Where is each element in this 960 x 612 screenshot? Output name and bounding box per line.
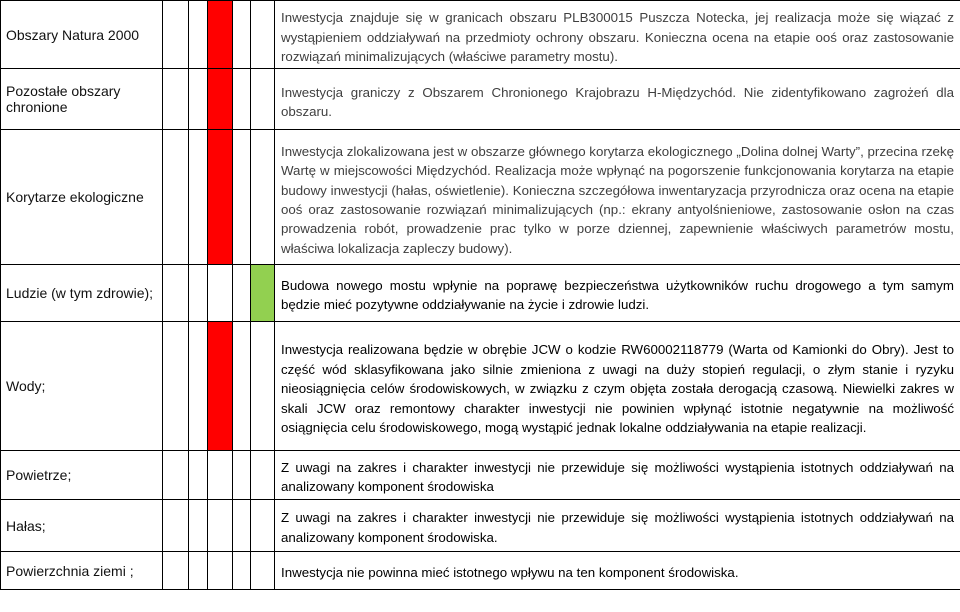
row-description — [275, 552, 960, 590]
row-label: Powierzchnia ziemi ; — [1, 552, 163, 590]
indicator-cell-4 — [251, 69, 275, 130]
row-label: Obszary Natura 2000 — [1, 1, 163, 69]
row-label: Pozostałe obszary chronione — [1, 69, 163, 130]
row-label: Ludzie (w tym zdrowie); — [1, 265, 163, 322]
row-description — [275, 500, 960, 552]
indicator-cell-spacer — [163, 451, 189, 500]
indicator-cell-1 — [189, 322, 208, 451]
row-description-text: Inwestycja znajduje się w granicach obszaru PLB300015 Puszcza Notecka, jej realizacja może się wiązać z wystąpieniem oddziaływań na przedmioty ochrony obszaru. Konieczna ocena na etapie ooś oraz zastosowanie rozwiązań minimalizujących (właściwe parametry mostu). — [281, 10, 954, 65]
indicator-cell-1 — [189, 451, 208, 500]
indicator-cell-3 — [233, 265, 251, 322]
indicator-cell-spacer — [163, 500, 189, 552]
table-row — [1, 69, 960, 130]
row-description-text: Inwestycja realizowana będzie w obrębie JCW o kodzie RW60002118779 (Warta od Kamionki do Obry). Jest to część wód sklasyfikowana jako silnie zmieniona z uwagi na duży stopień regulacji, o złym stanie i ryzyku nieosiągnięcia celów środowiskowych, w związku z czym objęta została derogacją czasową. Niewielki zakres w skali JCW oraz remontowy charakter inwestycji nie powinien wpłynąć istotnie negatywnie na możliwość osiągnięcia celu środowiskowego, mogą wystąpić jednak lokalne oddziaływania na etapie realizacji. — [281, 342, 954, 436]
indicator-cell-2 — [208, 130, 233, 265]
indicator-cell-4 — [251, 130, 275, 265]
indicator-cell-2 — [208, 69, 233, 130]
indicator-cell-1 — [189, 500, 208, 552]
indicator-cell-spacer — [163, 130, 189, 265]
row-description-text: Inwestycja nie powinna mieć istotnego wpływu na ten komponent środowiska. — [281, 564, 739, 580]
indicator-cell-1 — [189, 265, 208, 322]
row-description — [275, 265, 960, 322]
row-description — [275, 130, 960, 265]
indicator-cell-1 — [189, 130, 208, 265]
table-row — [1, 265, 960, 322]
indicator-cell-spacer — [163, 322, 189, 451]
indicator-cell-1 — [189, 552, 208, 590]
indicator-cell-2 — [208, 552, 233, 590]
row-description-text: Z uwagi na zakres i charakter inwestycji nie przewiduje się możliwości wystąpienia istotnych oddziaływań na analizowany komponent środowiska. — [281, 510, 954, 545]
indicator-cell-spacer — [163, 69, 189, 130]
table-row — [1, 552, 960, 590]
indicator-cell-3 — [233, 451, 251, 500]
indicator-cell-2 — [208, 500, 233, 552]
row-description-text: Z uwagi na zakres i charakter inwestycji nie przewiduje się możliwości wystąpienia istotnych oddziaływań na analizowany komponent środowiska — [281, 459, 954, 494]
indicator-cell-3 — [233, 69, 251, 130]
row-description — [275, 451, 960, 500]
row-description — [275, 69, 960, 130]
table-row — [1, 451, 960, 500]
indicator-cell-spacer — [163, 552, 189, 590]
indicator-cell-spacer — [163, 1, 189, 69]
table-row — [1, 500, 960, 552]
indicator-cell-3 — [233, 552, 251, 590]
row-label: Hałas; — [1, 500, 163, 552]
row-description-text: Budowa nowego mostu wpłynie na poprawę bezpieczeństwa użytkowników ruchu drogowego a tym samym będzie mieć pozytywne oddziaływanie na życie i zdrowie ludzi. — [281, 277, 954, 312]
indicator-cell-4 — [251, 500, 275, 552]
indicator-cell-4 — [251, 265, 275, 322]
indicator-cell-2 — [208, 322, 233, 451]
table-row — [1, 130, 960, 265]
table-row — [1, 1, 960, 69]
indicator-cell-spacer — [163, 265, 189, 322]
indicator-cell-1 — [189, 1, 208, 69]
indicator-cell-3 — [233, 130, 251, 265]
indicator-cell-3 — [233, 1, 251, 69]
indicator-cell-4 — [251, 451, 275, 500]
row-description-text: Inwestycja zlokalizowana jest w obszarze głównego korytarza ekologicznego „Dolina dolnej Warty”, przecina rzekę Wartę w miejscowości Międzychód. Realizacja może wpłynąć na pogorszenie funkcjonowania korytarza na etapie budowy inwestycji (hałas, oświetlenie). Konieczna szczegółowa inwentaryzacja przyrodnicza oraz ocena na etapie ooś oraz zastosowanie rozwiązań minimalizujących (np.: ekrany antyolśnieniowe, zastosowanie osłon na czas prowadzenia robót, prowadzenie prac tylko w porze dziennej, zapewnienie właściwych parametrów mostu, właściwa lokalizacja zapleczy budowy). — [281, 143, 954, 256]
row-label: Korytarze ekologiczne — [1, 130, 163, 265]
indicator-cell-2 — [208, 265, 233, 322]
indicator-cell-1 — [189, 69, 208, 130]
indicator-cell-4 — [251, 322, 275, 451]
indicator-cell-3 — [233, 500, 251, 552]
table-row — [1, 322, 960, 451]
indicator-cell-2 — [208, 1, 233, 69]
row-description — [275, 322, 960, 451]
indicator-cell-4 — [251, 1, 275, 69]
row-description — [275, 1, 960, 69]
indicator-cell-3 — [233, 322, 251, 451]
row-description-text: Inwestycja graniczy z Obszarem Chronionego Krajobrazu H-Międzychód. Nie zidentyfikowano zagrożeń dla obszaru. — [281, 84, 954, 119]
row-label: Wody; — [1, 322, 163, 451]
row-label: Powietrze; — [1, 451, 163, 500]
indicator-cell-4 — [251, 552, 275, 590]
indicator-cell-2 — [208, 451, 233, 500]
